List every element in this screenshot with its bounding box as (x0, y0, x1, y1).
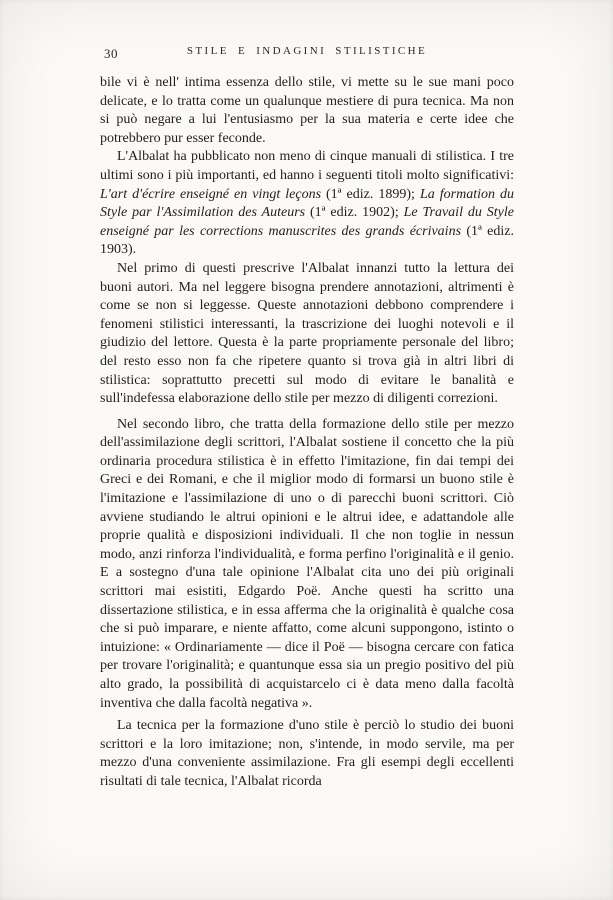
paragraph-second-book: Nel secondo libro, che tratta della formazione dello stile per mezzo dell'assimilazione degli scrittori, l'Albalat sostiene il concetto che la più ordinaria procedura stilistica è in effetto l'imitazione, fin dai tempi dei Greci e dei Romani, e che il miglior modo di formarsi un buono stile è l'imitazione e l'assimilazione di uno o di parecchi buoni scrittori. Ciò avviene studiando le altrui opinioni e le altrui idee, e adattandole alle proprie qualità e disposizioni individuali. Il che non toglie in nessun modo, anzi rinforza l'individualità, e forma perfino l'originalità e il genio. E a sostegno d'una tale opinione l'Albalat cita uno dei più originali scrittori mai esistiti, Edgardo Poë. Anche questi ha scritto una dissertazione stilistica, e in essa afferma che la originalità è qualche cosa che si può imparare, e niente affatto, come alcuni suppongono, istinto o intuizione: « Ordinariamente — dice il Poë — bisogna cercare con fatica per trovare l'originalità; e quantunque essa sia un pregio positivo del più alto grado, la possibilità di acquistarcelo ci è data meno dalla facoltà inventiva che dalla facoltà negativa ». (100, 416, 514, 711)
paragraph-2-segment-4: (1ª ediz. 1903). (100, 223, 514, 258)
paragraph-albalat-works (100, 148, 514, 260)
book-title-2: La formation du Style par l'Assimilation des Auteurs (100, 186, 514, 221)
paragraph-2-segment-3: (1ª ediz. 1902); (305, 205, 404, 221)
page-header (100, 45, 514, 63)
paragraph-technique: La tecnica per la formazione d'uno stile è perciò lo studio dei buoni scrittori e la loro imitazione; non, s'intende, in modo servile, ma per mezzo d'una conveniente assimilazione. Fra gli esempi degli eccellenti risultati di tale tecnica, l'Albalat ricorda (100, 718, 514, 789)
book-title-3: Le Travail du Style enseigné par les corrections manuscrites des grands écrivains (100, 205, 514, 239)
paragraph-2-segment-1: L'Albalat ha pubblicato non meno di cinque manuali di stilistica. I tre ultimi sono i più importanti, ed hanno i seguenti titoli molto significativi: (100, 149, 514, 183)
page-number: 30 (104, 46, 118, 61)
book-title-1: L'art d'écrire enseigné en vingt leçons (100, 186, 322, 202)
running-head: STILE E INDAGINI STILISTICHE (186, 45, 428, 57)
paragraph-continuation: bile vi è nell' intima essenza dello stile, vi mette su le sue mani poco delicate, e lo tratta come un qualunque mestiere di pura tecnica. Ma non si può negare a lui l'entusiasmo per la sua materia e certe idee che potrebbero pur esser feconde. (100, 75, 514, 146)
paragraph-first-book: Nel primo di questi prescrive l'Albalat innanzi tutto la lettura dei buoni autori. Ma nel leggere bisogna prendere annotazioni, altrimenti è come se non si leggesse. Queste annotazioni debbono comprendere i fenomeni stilistici interessanti, la trascrizione dei luoghi notevoli e il giudizio del lettore. Questa è la parte propriamente personale del libro; del resto esso non fa che ripetere quanto si trova già in altri libri di stilistica: soprattutto precetti sul modo di evitare le banalità e sull'indefessa elaborazione dello stile per mezzo di diligenti correzioni. (100, 260, 514, 407)
text-block (100, 74, 514, 792)
paragraph-2-segment-2: (1ª ediz. 1899); (321, 186, 420, 202)
